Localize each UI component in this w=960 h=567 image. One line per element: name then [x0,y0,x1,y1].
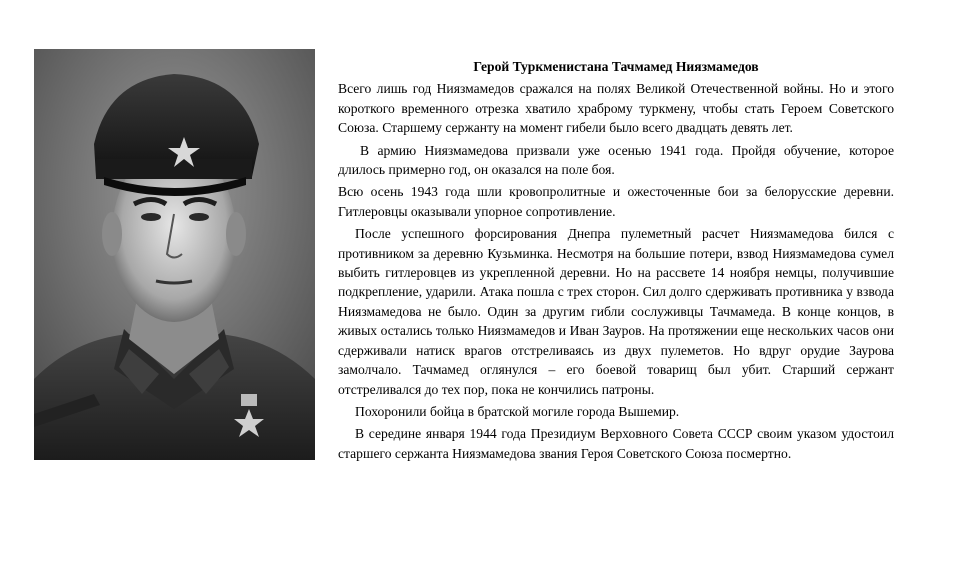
portrait-drawing [34,49,315,460]
paragraph-3: Всю осень 1943 года шли кровопролитные и ожесточенные бои за белорусские деревни. Гитлеровцы оказывали упорное сопротивление. [338,184,894,219]
paragraph-4: После успешного форсирования Днепра пулеметный расчет Ниязмамедова бился с противником за деревню Кузьминка. Несмотря на большие потери, взвод Ниязмамедова сумел выбить гитлеровцев из укрепленной деревни. Но на рассвете 14 ноября немцы, получившие подкрепление, ударили. Атака пошла с трех сторон. Сил долго сдерживать противника у взвода Ниязмамедова не было. Один за другим гибли сослуживцы Тачмамеда. В конце концов, в живых остались только Ниязмамедов и Иван Зауров. На протяжении еще нескольких часов они сдерживали натиск врагов отстреливаясь из двух пулеметов. Но вдруг орудие Заурова замолчало. Тачмамед оглянулся – его боевой товарищ был убит. Старший сержант отстреливался до тех пор, пока не кончились патроны. [338,226,894,397]
paragraph-1: Всего лишь год Ниязмамедов сражался на полях Великой Отечественной войны. Но и этого короткого временного отрезка хватило храброму туркмену, чтобы стать Героем Советского Союза. Старшему сержанту на момент гибели было всего двадцать девять лет. [338,81,894,136]
article [338,57,894,466]
paragraph-2: В армию Ниязмамедова призвали уже осенью 1941 года. Пройдя обучение, которое длилось примерно год, он оказался на поле боя. [338,142,894,178]
paragraph-6: В середине января 1944 года Президиум Верховного Совета СССР своим указом удостоил старшего сержанта Ниязмамедова звания Героя Советского Союза посмертно. [338,426,894,461]
hero-portrait [34,49,315,460]
paragraph-5: Похоронили бойца в братской могиле города Вышемир. [355,403,680,419]
article-title: Герой Туркменистана Тачмамед Ниязмамедов [473,59,759,74]
